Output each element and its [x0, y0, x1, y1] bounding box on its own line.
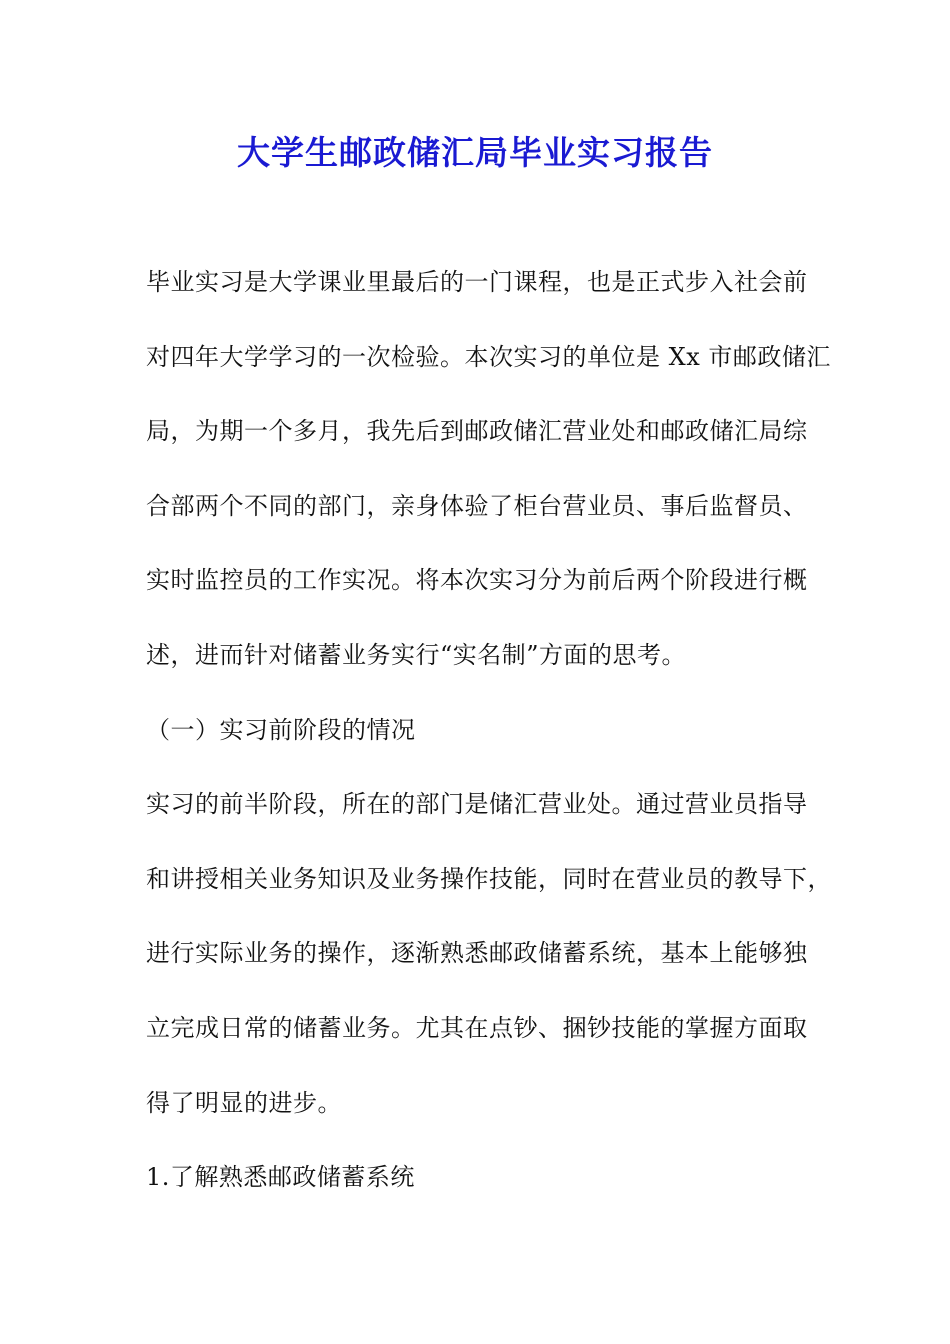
- body-line: 局，为期一个多月，我先后到邮政储汇营业处和邮政储汇局综: [146, 417, 808, 446]
- body-line: 立完成日常的储蓄业务。尤其在点钞、捆钞技能的掌握方面取: [146, 1013, 808, 1042]
- body-line: 和讲授相关业务知识及业务操作技能，同时在营业员的教导下，: [146, 864, 832, 893]
- document-title: 大学生邮政储汇局毕业实习报告: [237, 133, 713, 172]
- document-body: [146, 262, 832, 1232]
- body-line: 进行实际业务的操作，逐渐熟悉邮政储蓄系统，基本上能够独: [146, 939, 808, 968]
- body-line: 对四年大学学习的一次检验。本次实习的单位是 Xx 市邮政储汇: [146, 342, 831, 371]
- body-line: 毕业实习是大学课业里最后的一门课程，也是正式步入社会前: [146, 268, 808, 296]
- body-line: 实习的前半阶段，所在的部门是储汇营业处。通过营业员指导: [146, 790, 808, 819]
- section-heading: （一）实习前阶段的情况: [146, 715, 416, 744]
- body-line: 实时监控员的工作实况。将本次实习分为前后两个阶段进行概: [146, 566, 808, 595]
- body-line: 合部两个不同的部门，亲身体验了柜台营业员、事后监督员、: [146, 491, 808, 520]
- body-line: 得了明显的进步。: [146, 1088, 342, 1117]
- subsection-heading: 1.了解熟悉邮政储蓄系统: [146, 1163, 415, 1192]
- body-line: 述，进而针对储蓄业务实行“实名制”方面的思考。: [146, 640, 687, 669]
